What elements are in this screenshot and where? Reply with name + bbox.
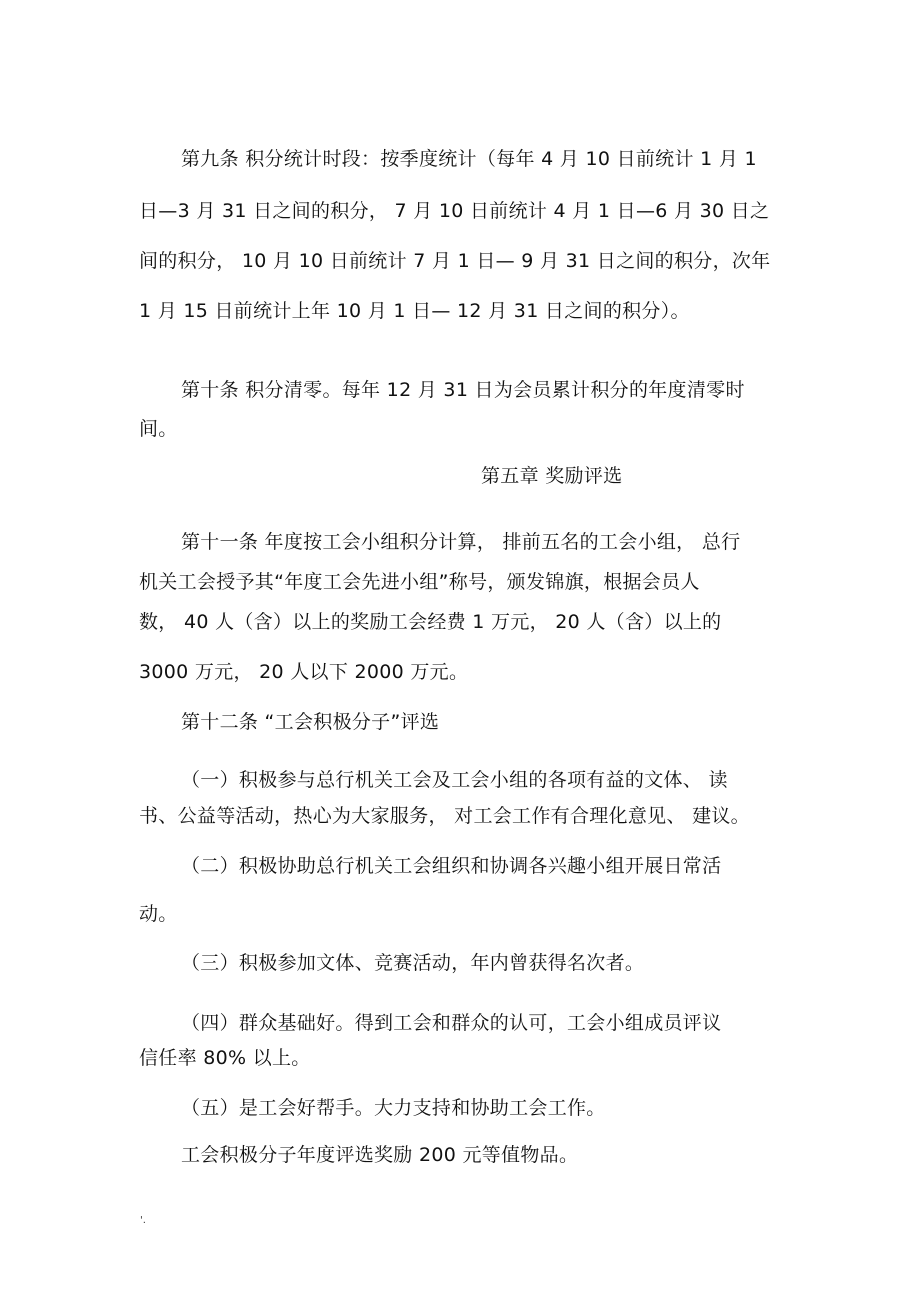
article-11-line-4: 3000 万元， 20 人以下 2000 万元。 bbox=[139, 661, 469, 683]
article-9-line-2: 日—3 月 31 日之间的积分， 7 月 10 日前统计 4 月 1 日—6 月 30 日之 bbox=[139, 200, 770, 222]
article-12-item-3: （三）积极参加文体、竞赛活动，年内曾获得名次者。 bbox=[181, 952, 645, 974]
chapter-heading: 第五章 奖励评选 bbox=[481, 465, 623, 487]
article-11-line-2: 机关工会授予其“年度工会先进小组”称号，颁发锦旗，根据会员人 bbox=[139, 571, 700, 593]
article-12-item-1-line-2: 书、公益等活动，热心为大家服务， 对工会工作有合理化意见、 建议。 bbox=[139, 805, 750, 827]
reward-line: 工会积极分子年度评选奖励 200 元等值物品。 bbox=[181, 1144, 579, 1166]
article-12-item-2-line-1: （二）积极协助总行机关工会组织和协调各兴趣小组开展日常活 bbox=[181, 855, 722, 877]
article-12-title: 第十二条 “工会积极分子”评选 bbox=[181, 711, 440, 733]
footer-mark: '. bbox=[140, 1215, 146, 1226]
article-12-item-4-line-1: （四）群众基础好。得到工会和群众的认可，工会小组成员评议 bbox=[181, 1012, 722, 1034]
article-12-item-1-line-1: （一）积极参与总行机关工会及工会小组的各项有益的文体、 读 bbox=[181, 769, 728, 791]
article-12-item-2-line-2: 动。 bbox=[139, 903, 178, 925]
article-10-line-2: 间。 bbox=[139, 418, 178, 440]
article-9-line-1: 第九条 积分统计时段：按季度统计（每年 4 月 10 日前统计 1 月 1 bbox=[181, 148, 757, 170]
article-9-line-3: 间的积分， 10 月 10 日前统计 7 月 1 日— 9 月 31 日之间的积分，次年 bbox=[139, 250, 771, 272]
article-11-line-3: 数， 40 人（含）以上的奖励工会经费 1 万元， 20 人（含）以上的 bbox=[139, 611, 722, 633]
article-10-line-1: 第十条 积分清零。每年 12 月 31 日为会员累计积分的年度清零时 bbox=[181, 379, 745, 401]
article-12-item-5: （五）是工会好帮手。大力支持和协助工会工作。 bbox=[181, 1097, 606, 1119]
article-12-item-4-line-2: 信任率 80% 以上。 bbox=[139, 1047, 311, 1069]
article-9-line-4: 1 月 15 日前统计上年 10 月 1 日— 12 月 31 日之间的积分）。 bbox=[139, 300, 690, 322]
article-11-line-1: 第十一条 年度按工会小组积分计算， 排前五名的工会小组， 总行 bbox=[181, 531, 741, 553]
